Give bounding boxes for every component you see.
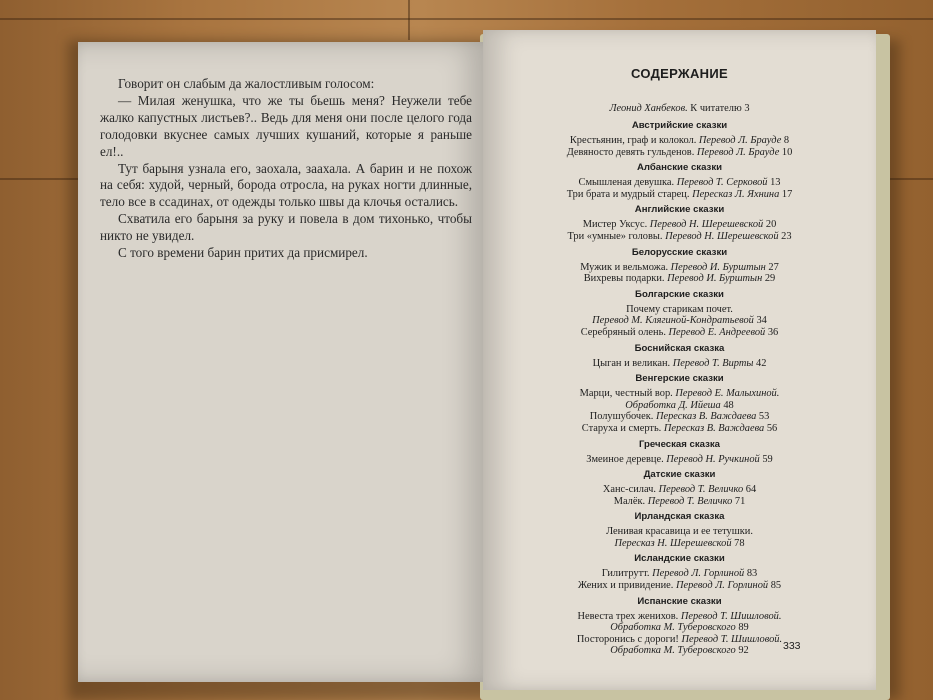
entry-page: 53 [758,411,770,423]
entry-page: 10 [781,146,793,158]
entry-title: Жених и привидение. [577,580,674,592]
section-title: Австрийские сказки [631,120,728,131]
toc-entry [483,147,876,159]
toc-entry [483,580,876,592]
entry-title: Почему старикам почет. [626,303,733,315]
entry-credit: Перевод Е. Андреевой [668,326,766,338]
entry-title: Полушубочек. [589,411,654,423]
entry-title: Малёк. [613,495,646,507]
entry-page: 27 [768,261,779,273]
entry-credit: Перевод И. Бурштын [670,261,766,273]
toc-entry [483,327,876,339]
entry-page: 42 [756,357,767,369]
entry-title: Змеиное деревце. [586,453,664,465]
entry-page: 23 [781,230,792,242]
entry-credit: Перевод Т. Вирты [672,357,754,369]
intro-author: Леонид Ханбеков. [609,103,688,114]
section-title: Датские сказки [643,469,716,481]
entry-page: 85 [770,580,782,592]
entry-page: 20 [765,219,777,231]
entry-page: 89 [738,622,749,634]
entry-title: Старуха и смерть. [581,422,662,434]
entry-page: 92 [738,645,749,657]
toc-entry [483,262,876,274]
toc-entry [483,388,876,400]
entry-credit: Пересказ В. Важдаева [663,422,765,434]
toc-entry [483,484,876,496]
toc-section [483,162,876,200]
entry-credit: Перевод Т. Величко [658,484,744,496]
entry-title: Ханс-силач. [602,484,656,496]
toc-section [483,553,876,591]
entry-credit: Перевод Л. Горлиной [652,568,745,580]
entry-page: 56 [766,422,778,434]
right-page [483,30,876,690]
entry-title: Три брата и мудрый старец. [566,188,690,200]
intro-rest: К читателю 3 [690,103,750,114]
section-title: Исландские сказки [634,553,725,565]
entry-title: Посторонись с дороги! [576,633,679,645]
entry-title: Цыган и великан. [592,357,671,369]
entry-page: 36 [767,326,779,338]
entry-title: Три «умные» головы. [567,230,663,242]
toc-entry [483,304,876,316]
toc-section [483,439,876,466]
entry-credit: Перевод Н. Шерешевской [649,219,764,231]
entry-page: 48 [723,399,734,411]
toc-sections [483,120,876,657]
section-title: Венгерские сказки [635,373,724,385]
entry-credit: Перевод Л. Горлиной [676,580,769,592]
entry-title: Девяносто девять гульденов. [566,146,695,158]
entry-page: 64 [745,484,757,496]
toc-entry [483,568,876,580]
toc-intro [483,103,876,114]
entry-page: 29 [764,273,776,285]
toc-section [483,247,876,285]
entry-title: Марци, честный вор. [579,388,673,400]
entry-page: 13 [770,177,781,189]
entry-page: 17 [781,188,793,200]
entry-credit: Пересказ В. Важдаева [656,411,757,423]
entry-credit: Перевод Т. Шишловой. [681,633,783,645]
page-number: 333 [783,640,801,652]
toc-entry [483,177,876,189]
toc-entry [483,135,876,147]
table-of-contents [483,66,876,661]
toc-entry [483,400,876,412]
entry-page: 78 [734,537,745,549]
toc-entry [483,645,876,657]
entry-credit: Обработка Д. Ийеша [625,399,721,411]
entry-credit: Перевод Т. Величко [647,495,733,507]
section-title: Боснийская сказка [634,342,725,354]
story-paragraph: Схватила его барыня за руку и повела в дом тихонько, чтобы никто не увидел. [100,211,472,244]
entry-credit: Перевод Т. Серковой [676,177,768,189]
toc-entry [483,538,876,550]
entry-credit: Перевод М. Клягиной-Кондратьевой [592,315,754,327]
story-paragraph: — Милая женушка, что же ты бьешь меня? Неужели тебе жалко капустных листьев?.. Ведь для меня они после целого года голодовки вкуснее самых лучших кушаний, которые я раньше ел!.. [100,92,472,159]
toc-entry [483,496,876,508]
story-paragraph: Говорит он слабым да жалостливым голосом: [118,76,375,91]
story-text [100,76,472,262]
left-page [78,42,491,682]
entry-title: Гилитрутт. [601,568,650,580]
section-title: Греческая сказка [638,438,721,450]
toc-entry [483,273,876,285]
toc-entry [483,454,876,466]
toc-entry [483,622,876,634]
toc-entry [483,423,876,435]
section-title: Албанские сказки [636,162,723,174]
entry-credit: Перевод И. Бурштын [667,273,763,285]
entry-credit: Перевод Н. Ручкиной [666,453,760,465]
floor-board-seam [408,0,410,40]
toc-entry [483,315,876,327]
entry-credit: Пересказ Л. Яхнина [692,188,780,200]
entry-page: 34 [756,315,767,327]
floor-board-seam [0,18,933,20]
entry-credit: Обработка М. Туберовского [610,645,736,657]
toc-section [483,469,876,507]
toc-entry [483,358,876,370]
entry-title: Мистер Уксус. [582,219,648,231]
entry-title: Невеста трех женихов. [577,610,679,622]
section-title: Ирландская сказка [634,511,725,523]
toc-entry [483,634,876,646]
entry-title: Смышленая девушка. [578,177,675,189]
toc-entry [483,189,876,201]
entry-credit: Перевод Л. Брауде [698,135,782,146]
toc-section [483,204,876,242]
entry-page: 8 [783,135,790,146]
entry-title: Крестьянин, граф и колокол. [569,135,697,146]
section-title: Английские сказки [634,204,725,216]
entry-credit: Пересказ Н. Шерешевской [614,537,732,549]
entry-credit: Перевод Н. Шерешевской [665,230,779,242]
toc-section [483,343,876,370]
entry-title: Ленивая красавица и ее тетушки. [606,526,753,538]
toc-section [483,289,876,339]
entry-page: 71 [734,495,746,507]
entry-page: 59 [762,453,773,465]
story-paragraph: С того времени барин притих да присмирел. [118,245,368,261]
toc-entry [483,526,876,538]
toc-section [483,511,876,549]
toc-entry [483,219,876,231]
toc-section [483,373,876,434]
entry-credit: Перевод Т. Шишловой. [680,610,782,622]
section-title: Болгарские сказки [635,288,724,300]
entry-title: Мужик и вельможа. [580,261,669,273]
section-title: Белорусские сказки [631,246,728,258]
toc-entry [483,231,876,243]
toc-section [483,596,876,657]
entry-page: 83 [746,568,758,580]
toc-entry [483,411,876,423]
entry-title: Вихревы подарки. [583,273,665,285]
entry-credit: Обработка М. Туберовского [610,622,736,634]
entry-credit: Перевод Л. Брауде [696,146,780,158]
section-title: Испанские сказки [637,595,722,607]
toc-section [483,120,876,158]
toc-entry [483,611,876,623]
entry-credit: Перевод Е. Малыхиной. [675,388,780,400]
entry-title: Серебряный олень. [580,326,666,338]
story-paragraph: Тут барыня узнала его, заохала, заахала. А барин и не похож на себя: худой, черный, борода отросла, на руках ногти длинные, тело все в ссадинах, от одежды только швы да клочья остались. [100,160,472,210]
toc-title: СОДЕРЖАНИЕ [631,66,728,81]
